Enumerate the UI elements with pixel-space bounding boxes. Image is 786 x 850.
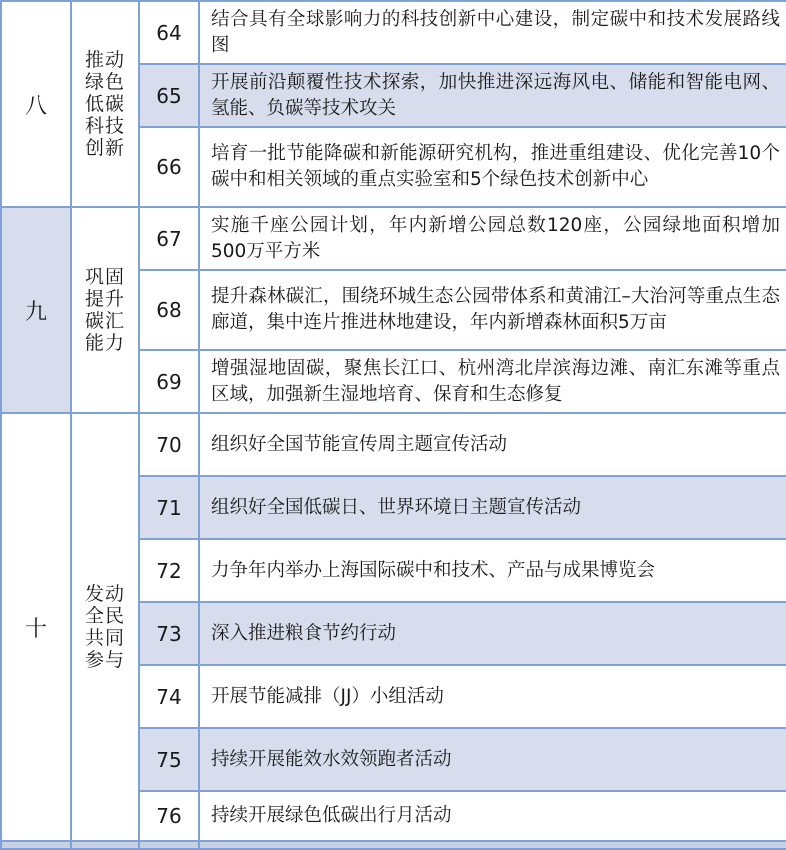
edge-cell <box>1 841 71 849</box>
item-description: 增强湿地固碳，聚焦长江口、杭州湾北岸滨海边滩、南汇东滩等重点区域，加强新生湿地培育、保育和生态修复 <box>199 350 786 413</box>
category-label <box>71 207 139 413</box>
section-number: 十 <box>1 413 71 841</box>
edge-cell <box>139 841 199 849</box>
item-description: 结合具有全球影响力的科技创新中心建设，制定碳中和技术发展路线图 <box>199 1 786 64</box>
table-row <box>1 207 786 270</box>
category-label <box>71 413 139 841</box>
category-label <box>71 1 139 207</box>
item-description: 持续开展能效水效领跑者活动 <box>199 728 786 791</box>
category-text: 推动绿色低碳科技创新 <box>84 49 125 159</box>
item-number: 64 <box>139 1 199 64</box>
category-text: 发动全民共同参与 <box>84 583 125 671</box>
item-number: 68 <box>139 270 199 350</box>
table-continuation <box>1 841 786 849</box>
edge-cell <box>71 841 139 849</box>
item-number: 76 <box>139 791 199 841</box>
item-number: 70 <box>139 413 199 476</box>
next-row-edge <box>1 841 786 849</box>
item-number: 69 <box>139 350 199 413</box>
item-description: 力争年内举办上海国际碳中和技术、产品与成果博览会 <box>199 539 786 602</box>
item-description: 提升森林碳汇，围绕环城生态公园带体系和黄浦江–大治河等重点生态廊道，集中连片推进林地建设，年内新增森林面积5万亩 <box>199 270 786 350</box>
table-row <box>1 1 786 64</box>
section-number: 九 <box>1 207 71 413</box>
item-number: 73 <box>139 602 199 665</box>
group-10 <box>1 413 786 841</box>
item-number: 67 <box>139 207 199 270</box>
category-text: 巩固提升碳汇能力 <box>84 266 125 354</box>
item-number: 65 <box>139 64 199 127</box>
item-description: 深入推进粮食节约行动 <box>199 602 786 665</box>
item-number: 72 <box>139 539 199 602</box>
item-description: 组织好全国节能宣传周主题宣传活动 <box>199 413 786 476</box>
item-description: 持续开展绿色低碳出行月活动 <box>199 791 786 841</box>
item-description: 培育一批节能降碳和新能源研究机构，推进重组建设、优化完善10个碳中和相关领域的重点实验室和5个绿色技术创新中心 <box>199 127 786 207</box>
edge-cell <box>199 841 786 849</box>
item-number: 74 <box>139 665 199 728</box>
item-description: 开展节能减排（JJ）小组活动 <box>199 665 786 728</box>
item-description: 组织好全国低碳日、世界环境日主题宣传活动 <box>199 476 786 539</box>
group-9 <box>1 207 786 413</box>
table-row <box>1 413 786 476</box>
group-8 <box>1 1 786 207</box>
item-number: 75 <box>139 728 199 791</box>
item-number: 66 <box>139 127 199 207</box>
section-number: 八 <box>1 1 71 207</box>
item-number: 71 <box>139 476 199 539</box>
item-description: 实施千座公园计划，年内新增公园总数120座，公园绿地面积增加500万平方米 <box>199 207 786 270</box>
item-description: 开展前沿颠覆性技术探索，加快推进深远海风电、储能和智能电网、氢能、负碳等技术攻关 <box>199 64 786 127</box>
